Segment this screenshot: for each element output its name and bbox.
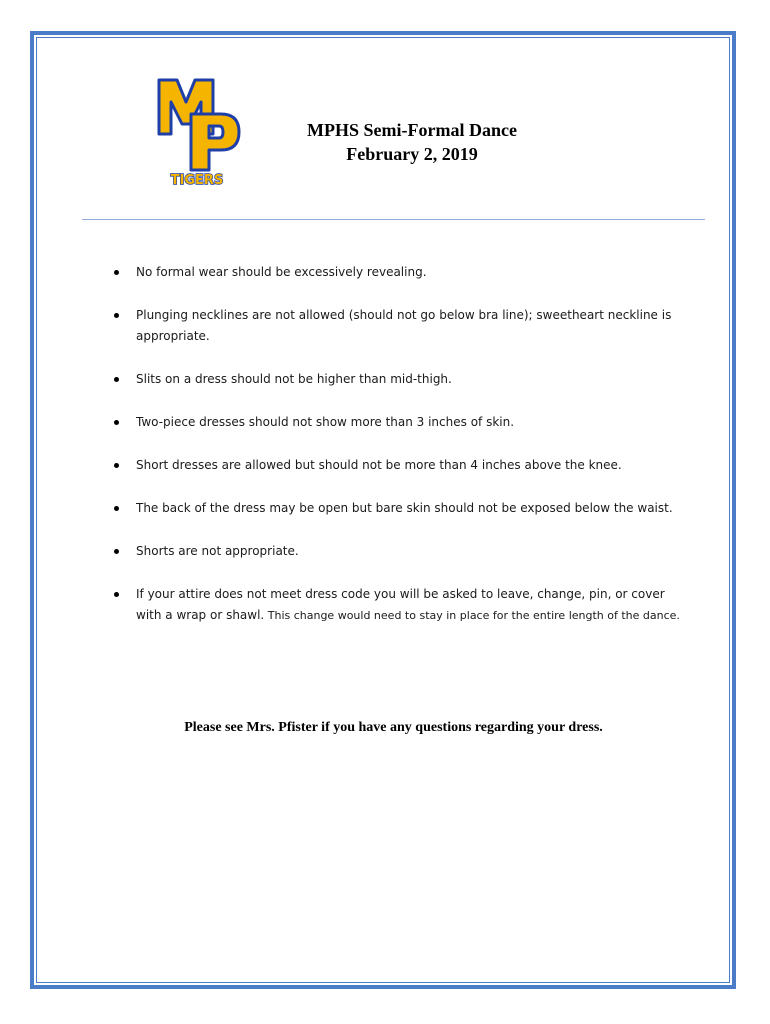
bullet-icon [114,313,119,318]
list-item [102,541,682,562]
event-header [255,118,569,166]
bullet-icon [114,270,119,275]
dress-code-list [102,262,682,648]
rule-text: If your attire does not meet dress code you will be asked to leave, change, pin, or cover with a wrap or shawl. [136,587,665,622]
list-item [102,305,682,347]
rule-text: Two-piece dresses should not show more than 3 inches of skin. [136,415,515,429]
rule-text: Plunging necklines are not allowed (should not go below bra line); sweetheart neckline is appropriate. [136,308,672,343]
list-item [102,412,682,433]
list-item [102,584,682,626]
rule-text: Shorts are not appropriate. [136,544,299,558]
rule-text: No formal wear should be excessively revealing. [136,265,427,279]
bullet-icon [114,377,119,382]
rule-text: Short dresses are allowed but should not be more than 4 inches above the knee. [136,458,622,472]
contact-note: Please see Mrs. Pfister if you have any questions regarding your dress. [184,720,603,735]
rule-text: Slits on a dress should not be higher than mid-thigh. [136,372,452,386]
header-divider [82,219,705,220]
event-title: MPHS Semi-Formal Dance [307,120,517,140]
mp-tigers-logo-icon [155,72,245,190]
list-item [102,498,682,519]
event-date: February 2, 2019 [346,144,478,164]
bullet-icon [114,420,119,425]
logo-tigers-text: TIGERS [170,173,224,188]
list-item [102,262,682,283]
list-item [102,369,682,390]
bullet-icon [114,463,119,468]
bullet-icon [114,549,119,554]
bullet-icon [114,506,119,511]
bullet-icon [114,592,119,597]
list-item [102,455,682,476]
rule-text: The back of the dress may be open but bare skin should not be exposed below the waist. [136,501,673,515]
rule-text-tail: This change would need to stay in place for the entire length of the dance. [264,609,680,622]
